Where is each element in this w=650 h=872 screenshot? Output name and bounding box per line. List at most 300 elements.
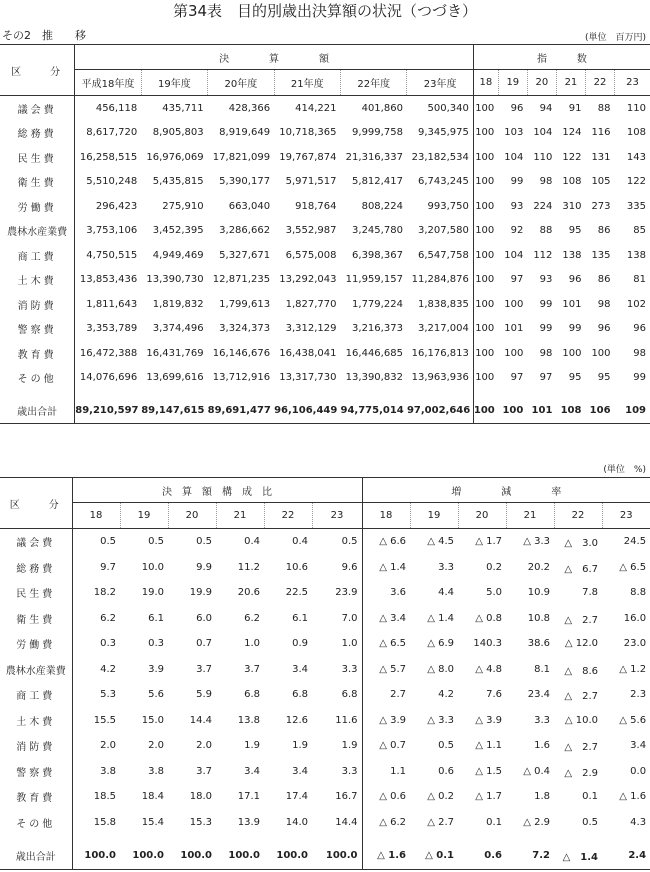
ratio-cell: 0.5 <box>196 536 212 548</box>
index-cell: 97 <box>510 372 524 384</box>
amount-cell: 5,327,671 <box>219 249 271 261</box>
ratio-cell: 15.0 <box>141 714 164 726</box>
amount-cell: 97,002,646 <box>407 398 473 423</box>
change-cell: 3.3 <box>438 561 454 573</box>
amount-cell: 8,905,803 <box>152 127 204 139</box>
index-cell: 100 <box>473 341 498 366</box>
row-label: その他 <box>17 374 57 386</box>
change-cell: △ 1.6 <box>619 791 647 803</box>
ratio-cell: 11.2 <box>237 561 260 573</box>
ratio-year-header: 21 <box>216 503 264 529</box>
ratio-cell: 1.9 <box>341 740 358 752</box>
ratio-cell: 12.6 <box>285 714 308 726</box>
change-cell: △ 12.0 <box>564 638 598 650</box>
row-label: 民生費 <box>16 589 56 601</box>
ratio-cell: 3.9 <box>148 663 164 675</box>
ratio-cell: 3.7 <box>244 663 260 675</box>
index-cell: 108 <box>626 127 646 139</box>
change-cell: △ 1.7 <box>475 536 502 548</box>
index-cell: 85 <box>633 225 646 237</box>
amount-cell: 16,446,685 <box>345 347 403 359</box>
index-cell: 99 <box>568 323 582 335</box>
amount-cell: 918,764 <box>295 200 337 212</box>
change-cell: △ 2.7 <box>564 691 598 703</box>
change-cell: 3.6 <box>362 580 410 606</box>
change-cell: △ 2.9 <box>523 816 550 828</box>
ratio-cell: 6.1 <box>292 612 308 624</box>
amount-cell: 428,366 <box>228 102 271 114</box>
ratio-cell: 17.4 <box>285 791 308 803</box>
ratio-cell: 14.0 <box>285 816 308 828</box>
change-cell: △ 1.6 <box>362 843 410 869</box>
row-label: 土木費 <box>16 716 56 728</box>
change-cell: 10.8 <box>527 612 550 624</box>
change-cell: △ 2.7 <box>564 614 598 626</box>
ratio-cell: 3.8 <box>72 759 120 785</box>
change-cell: △ 6.2 <box>362 810 410 836</box>
change-cell: △ 1.1 <box>475 740 502 752</box>
change-cell: △ 5.7 <box>362 657 410 683</box>
index-cell: 96 <box>510 102 524 114</box>
row-label: 議会費 <box>17 104 57 116</box>
index-cell: 135 <box>591 249 611 261</box>
change-cell: 4.2 <box>438 689 454 701</box>
amount-cell: 5,510,248 <box>75 170 141 195</box>
index-cell: 124 <box>562 127 582 139</box>
ratio-year-header: 19 <box>120 503 168 529</box>
change-cell: △ 0.7 <box>362 733 410 759</box>
ratio-cell: 100.0 <box>120 843 168 869</box>
index-cell: 102 <box>626 298 646 310</box>
ratio-cell: 5.3 <box>72 682 120 708</box>
ratio-cell: 0.4 <box>244 536 260 548</box>
change-cell: 24.5 <box>623 536 647 548</box>
amount-cell: 19,767,874 <box>279 151 337 163</box>
table-row <box>0 708 650 734</box>
year-header: 22年度 <box>341 70 407 96</box>
row-label: 商工費 <box>17 251 57 263</box>
ratio-cell: 0.3 <box>72 631 120 657</box>
change-cell: 0.1 <box>582 791 598 803</box>
amount-cell: 3,452,395 <box>152 225 204 237</box>
amount-cell: 89,147,615 <box>141 398 207 423</box>
ratio-cell: 7.0 <box>341 612 358 624</box>
change-cell: 7.8 <box>582 587 598 599</box>
index-cell: 81 <box>633 274 646 286</box>
amount-cell: 13,853,436 <box>75 268 141 293</box>
ratio-cell: 15.3 <box>189 816 212 828</box>
index-cell: 101 <box>562 298 582 310</box>
row-label: 消防費 <box>17 300 57 312</box>
amount-cell: 23,182,534 <box>411 151 469 163</box>
ratio-cell: 15.5 <box>72 708 120 734</box>
ratio-year-header: 23 <box>312 503 362 529</box>
index-cell: 100 <box>498 398 527 423</box>
change-cell: 0.5 <box>438 740 454 752</box>
index-cell: 91 <box>568 102 582 114</box>
change-cell: △ 6.9 <box>427 638 454 650</box>
ratio-cell: 13.8 <box>237 714 260 726</box>
year-header: 19年度 <box>141 70 207 96</box>
ratio-cell: 18.2 <box>72 580 120 606</box>
index-cell: 103 <box>504 127 524 139</box>
index-cell: 98 <box>633 347 646 359</box>
index-year-header: 22 <box>585 70 614 96</box>
index-year-header: 21 <box>556 70 585 96</box>
table-row <box>0 145 650 170</box>
amount-cell: 13,390,832 <box>345 372 403 384</box>
ratio-cell: 2.0 <box>72 733 120 759</box>
ratio-cell: 5.6 <box>148 689 164 701</box>
change-cell: △ 1.5 <box>475 765 502 777</box>
page-title: 第34表 目的別歳出決算額の状況（つづき） <box>172 2 478 20</box>
table-row <box>0 784 650 810</box>
amount-cell: 3,552,987 <box>285 225 337 237</box>
change-cell: △ 10.0 <box>564 714 598 726</box>
amount-cell: 10,718,365 <box>279 127 337 139</box>
row-label: 商工費 <box>16 691 56 703</box>
index-cell: 104 <box>504 151 524 163</box>
ratio-cell: 14.4 <box>189 714 212 726</box>
amount-cell: 13,390,730 <box>146 274 204 286</box>
ratio-cell: 0.3 <box>148 638 164 650</box>
table-row <box>0 733 650 759</box>
index-cell: 99 <box>510 176 524 188</box>
ratio-cell: 6.1 <box>148 612 164 624</box>
amount-cell: 9,345,975 <box>417 127 469 139</box>
index-cell: 94 <box>539 102 553 114</box>
index-cell: 100 <box>473 194 498 219</box>
ratio-cell: 6.8 <box>244 689 260 701</box>
change-cell: △ 4.8 <box>475 663 502 675</box>
change-cell: △ 5.6 <box>619 714 647 726</box>
ratio-cell: 10.6 <box>285 561 308 573</box>
change-cell: 16.0 <box>623 612 647 624</box>
amount-cell: 435,711 <box>162 102 204 114</box>
row-label: 農林水産業費 <box>7 227 68 239</box>
row-label: 歳出合計 <box>0 843 72 869</box>
table-row <box>0 219 650 244</box>
change-cell: △ 3.0 <box>564 538 598 550</box>
ratio-cell: 3.8 <box>148 765 164 777</box>
table-row <box>0 810 650 836</box>
amount-cell: 3,753,106 <box>75 219 141 244</box>
index-cell: 98 <box>539 347 553 359</box>
change-cell: 140.3 <box>473 638 502 650</box>
ratio-cell: 6.2 <box>72 606 120 632</box>
row-label: 消防費 <box>16 742 56 754</box>
ratio-cell: 20.6 <box>237 587 260 599</box>
index-cell: 88 <box>539 225 553 237</box>
amount-cell: 16,431,769 <box>146 347 204 359</box>
change-cell: 4.4 <box>438 587 454 599</box>
amount-cell: 5,435,815 <box>152 176 204 188</box>
index-cell: 100 <box>473 317 498 342</box>
ratio-cell: 6.2 <box>244 612 260 624</box>
amount-cell: 16,976,069 <box>146 151 204 163</box>
table-row <box>0 194 650 219</box>
amount-cell: 6,547,758 <box>417 249 469 261</box>
amount-cell: 808,224 <box>361 200 403 212</box>
change-cell: △ 1.2 <box>619 663 647 675</box>
table-row <box>0 529 650 555</box>
table-row <box>0 657 650 683</box>
table-row <box>0 606 650 632</box>
ratio-year-header: 18 <box>72 503 120 529</box>
amount-cell: 414,221 <box>295 102 337 114</box>
index-cell: 96 <box>633 323 646 335</box>
amount-cell: 3,217,004 <box>417 323 469 335</box>
amount-cell: 89,210,597 <box>75 398 141 423</box>
index-cell: 88 <box>597 102 611 114</box>
index-cell: 110 <box>533 151 553 163</box>
ratio-cell: 19.9 <box>189 587 212 599</box>
index-cell: 99 <box>539 323 553 335</box>
amount-cell: 17,821,099 <box>212 151 271 163</box>
index-cell: 104 <box>504 249 524 261</box>
index-cell: 96 <box>597 323 611 335</box>
amount-cell: 1,827,770 <box>285 298 337 310</box>
ratio-cell: 100.0 <box>312 843 362 869</box>
table-row <box>0 631 650 657</box>
amount-cell: 5,390,177 <box>219 176 271 188</box>
change-cell: △ 2.7 <box>564 742 598 754</box>
amount-cell: 275,910 <box>162 200 204 212</box>
year-header: 20年度 <box>208 70 274 96</box>
row-label: その他 <box>16 818 56 830</box>
index-cell: 335 <box>626 200 646 212</box>
amount-cell: 13,712,916 <box>212 372 271 384</box>
change-cell: △ 0.1 <box>410 843 458 869</box>
ratio-cell: 18.5 <box>72 784 120 810</box>
amount-cell: 8,919,649 <box>219 127 271 139</box>
amount-cell: 500,340 <box>427 102 469 114</box>
amount-cell: 96,106,449 <box>274 398 340 423</box>
change-cell: △ 2.9 <box>564 767 598 779</box>
change-cell: 1.8 <box>534 791 550 803</box>
index-cell: 104 <box>533 127 553 139</box>
index-year-header: 23 <box>615 70 650 96</box>
ratio-cell: 1.0 <box>244 638 260 650</box>
change-cell: 23.4 <box>527 689 550 701</box>
amount-cell: 94,775,014 <box>341 398 407 423</box>
ratio-cell: 3.3 <box>341 765 358 777</box>
amount-cell: 11,284,876 <box>411 274 469 286</box>
index-cell: 122 <box>626 176 646 188</box>
index-cell: 105 <box>591 176 611 188</box>
change-cell: △ 0.6 <box>362 784 410 810</box>
ratio-cell: 16.7 <box>335 791 358 803</box>
index-cell: 95 <box>568 225 582 237</box>
index-cell: 122 <box>562 151 582 163</box>
index-header: 指 数 <box>473 45 650 70</box>
index-cell: 106 <box>585 398 614 423</box>
table-row <box>0 243 650 268</box>
index-cell: 97 <box>539 372 553 384</box>
year-header: 平成18年度 <box>75 70 141 96</box>
index-cell: 138 <box>562 249 582 261</box>
change-cell: △ 6.7 <box>564 563 598 575</box>
kubun-header: 区 分 <box>0 478 72 529</box>
spacer-row <box>0 390 650 398</box>
change-cell: △ 3.3 <box>427 714 454 726</box>
amount-cell: 1,811,643 <box>75 292 141 317</box>
ratio-change-table <box>0 477 650 870</box>
change-cell: 2.3 <box>630 689 647 701</box>
change-cell: 10.9 <box>527 587 550 599</box>
amount-cell: 8,617,720 <box>75 121 141 146</box>
change-cell: 23.0 <box>623 638 647 650</box>
ratio-cell: 0.9 <box>292 638 308 650</box>
index-cell: 131 <box>591 151 611 163</box>
index-cell: 92 <box>510 225 524 237</box>
change-cell: 8.1 <box>534 663 550 675</box>
ratio-cell: 0.5 <box>341 536 358 548</box>
change-cell: △ 2.7 <box>427 816 454 828</box>
change-cell: △ 3.9 <box>362 708 410 734</box>
table-row <box>0 317 650 342</box>
index-cell: 95 <box>568 372 582 384</box>
change-cell: △ 1.4 <box>362 555 410 581</box>
amount-cell: 3,286,662 <box>219 225 271 237</box>
change-header: 増 減 率 <box>362 478 650 503</box>
index-cell: 100 <box>473 292 498 317</box>
change-year-header: 20 <box>458 503 506 529</box>
index-cell: 95 <box>597 372 611 384</box>
amount-cell: 3,245,780 <box>352 225 403 237</box>
ratio-cell: 100.0 <box>216 843 264 869</box>
change-cell: 0.5 <box>582 816 598 828</box>
ratio-cell: 4.2 <box>72 657 120 683</box>
change-cell: △ 0.8 <box>475 612 502 624</box>
index-cell: 100 <box>504 298 524 310</box>
index-cell: 98 <box>539 176 553 188</box>
index-cell: 143 <box>626 151 646 163</box>
amount-cell: 3,374,496 <box>152 323 204 335</box>
amount-cell: 993,750 <box>427 200 469 212</box>
row-label: 民生費 <box>17 153 57 165</box>
ratio-year-header: 20 <box>168 503 216 529</box>
index-cell: 101 <box>504 323 524 335</box>
index-cell: 108 <box>562 176 582 188</box>
index-cell: 86 <box>597 225 611 237</box>
row-label: 土木費 <box>17 276 57 288</box>
kubun-header: 区 分 <box>0 45 75 96</box>
row-label: 教育費 <box>17 349 57 361</box>
index-cell: 97 <box>510 274 524 286</box>
change-cell: △ 6.5 <box>362 631 410 657</box>
ratio-cell: 9.6 <box>341 561 358 573</box>
row-label: 歳出合計 <box>0 398 75 423</box>
index-cell: 224 <box>533 200 553 212</box>
ratio-cell: 6.8 <box>292 689 308 701</box>
index-cell: 100 <box>562 347 582 359</box>
index-cell: 100 <box>591 347 611 359</box>
change-cell: 2.7 <box>362 682 410 708</box>
amount-cell: 13,699,616 <box>146 372 204 384</box>
amount-cell: 13,963,936 <box>411 372 469 384</box>
table-row <box>0 759 650 785</box>
change-cell: △ 3.9 <box>475 714 502 726</box>
change-cell: 1.6 <box>534 740 550 752</box>
change-year-header: 23 <box>602 503 650 529</box>
unit-label-1: (単位 百万円) <box>584 33 646 43</box>
amount-cell: 1,819,832 <box>152 298 204 310</box>
ratio-cell: 15.8 <box>72 810 120 836</box>
amount-index-table <box>0 44 650 424</box>
index-cell: 273 <box>591 200 611 212</box>
amount-cell: 16,176,813 <box>411 347 469 359</box>
change-cell: 38.6 <box>527 638 550 650</box>
amount-cell: 9,999,758 <box>352 127 403 139</box>
ratio-cell: 11.6 <box>335 714 358 726</box>
amount-cell: 1,838,835 <box>417 298 469 310</box>
row-label: 衛生費 <box>16 614 56 626</box>
amount-cell: 6,398,367 <box>352 249 403 261</box>
amount-cell: 12,871,235 <box>212 274 271 286</box>
row-label: 農林水産業費 <box>5 665 66 677</box>
amount-cell: 16,258,515 <box>75 145 141 170</box>
ratio-cell: 6.0 <box>196 612 212 624</box>
row-label: 警察費 <box>17 325 57 337</box>
table-row <box>0 580 650 606</box>
ratio-cell: 14.4 <box>335 816 358 828</box>
amount-cell: 89,691,477 <box>208 398 274 423</box>
ratio-cell: 17.1 <box>237 791 260 803</box>
ratio-cell: 18.4 <box>141 791 164 803</box>
change-cell: 0.1 <box>486 816 502 828</box>
change-cell: 4.3 <box>630 816 647 828</box>
amount-cell: 663,040 <box>228 200 271 212</box>
ratio-cell: 2.0 <box>196 740 212 752</box>
ratio-cell: 23.9 <box>335 587 358 599</box>
amount-cell: 16,472,388 <box>75 341 141 366</box>
change-cell: △ 3.4 <box>362 606 410 632</box>
ratio-cell: 9.7 <box>72 555 120 581</box>
ratio-cell: 9.9 <box>196 561 212 573</box>
table-row <box>0 555 650 581</box>
change-year-header: 21 <box>506 503 554 529</box>
change-cell: △ 6.6 <box>362 529 410 555</box>
change-cell: △ 6.5 <box>619 561 647 573</box>
change-cell: △ 3.3 <box>523 536 550 548</box>
ratio-cell: 18.0 <box>189 791 212 803</box>
table-row <box>0 366 650 391</box>
table-row <box>0 682 650 708</box>
change-cell: △ 8.6 <box>564 665 598 677</box>
total-row <box>0 398 650 423</box>
index-cell: 99 <box>633 372 646 384</box>
change-cell: 7.2 <box>506 843 554 869</box>
index-cell: 109 <box>615 398 650 423</box>
index-cell: 110 <box>626 102 646 114</box>
index-cell: 100 <box>473 243 498 268</box>
unit-label-2: (単位 %) <box>603 465 646 475</box>
ratio-cell: 3.4 <box>292 663 308 675</box>
amount-cell: 13,317,730 <box>279 372 337 384</box>
index-cell: 93 <box>510 200 524 212</box>
change-year-header: 18 <box>362 503 410 529</box>
ratio-cell: 3.4 <box>244 765 260 777</box>
amount-cell: 1,779,224 <box>352 298 403 310</box>
change-cell: 2.4 <box>602 843 650 869</box>
ratio-cell: 0.4 <box>292 536 308 548</box>
amount-cell: 4,750,515 <box>75 243 141 268</box>
index-cell: 96 <box>568 274 582 286</box>
index-cell: 310 <box>562 200 582 212</box>
index-cell: 99 <box>539 298 553 310</box>
row-label: 教育費 <box>16 793 56 805</box>
